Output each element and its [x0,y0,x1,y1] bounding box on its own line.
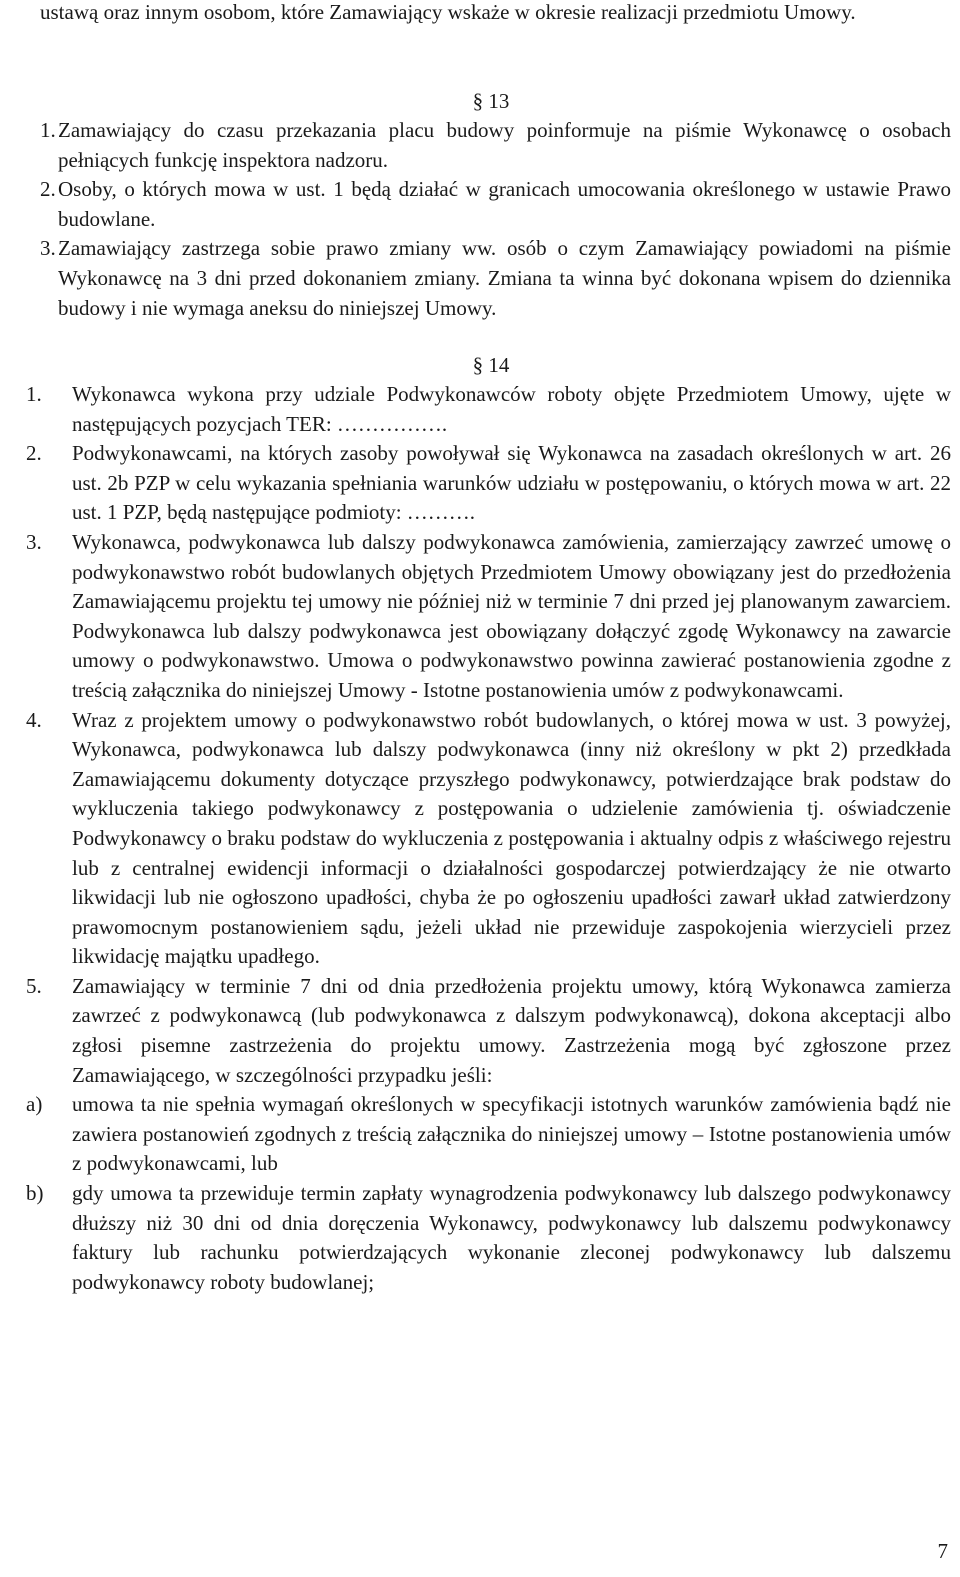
item-text: Zamawiający zastrzega sobie prawo zmiany ww. osób o czym Zamawiający powiadomi na piśmie Wykonawcę na 3 dni przed dokonaniem zmiany. Zmiana ta winna być dokonana wpisem do dziennika budowy i nie wymaga aneksu do niniejszej Umowy. [58,236,951,320]
item-text: Podwykonawcami, na których zasoby powoływał się Wykonawca na zasadach określonych w art. 26 ust. 2b PZP w celu wykazania spełniania warunków udziału w postępowaniu, o których mowa w art. 22 ust. 1 PZP, będą następujące podmioty: ………. [72,441,951,525]
sub-item-letter: b) [26,1181,44,1206]
section-14-heading: § 14 [472,353,510,377]
item-text: Wykonawca wykona przy udziale Podwykonawców roboty objęte Przedmiotem Umowy, ujęte w następujących pozycjach TER: ……………. [72,382,951,436]
list-item [26,528,951,706]
sub-item-text: umowa ta nie spełnia wymagań określonych w specyfikacji istotnych warunków zamówienia bądź nie zawiera postanowień zgodnych z treścią załącznika do niniejszej umowy – Istotne postanowienia umów z podwykonawcami, lub [72,1092,951,1176]
item-number: 5. [26,973,42,998]
list-item [40,234,951,323]
section-13-list [40,116,951,323]
item-text: Wraz z projektem umowy o podwykonawstwo robót budowlanych, o której mowa w ust. 3 powyżej, Wykonawca, podwykonawca lub dalszy podwykonawca (inny niż określony w pkt 2) przedkłada Zamawiającemu dokumenty dotyczące przyszłego podwykonawcy, potwierdzające brak podstaw do wykluczenia takiego podwykonawcy z postępowania o udzielenie zamówienia tj. oświadczenie Podwykonawcy o braku podstaw do wykluczenia z postępowania i aktualny odpis z właściwego rejestru lub z centralnej ewidencji informacji o działalności gospodarczej potwierdzający że nie otwarto likwidacji lub nie ogłoszono upadłości, chyba że po ogłoszeniu upadłości zawarł układ zatwierdzony prawomocnym postanowieniem sądu, jeżeli układ nie przewiduje zaspokojenia wierzycieli przez likwidację majątku upadłego. [72,707,951,969]
item-number: 2. [26,441,42,466]
item-text: Zamawiający do czasu przekazania placu budowy poinformuje na piśmie Wykonawcę o osobach pełniących funkcję inspektora nadzoru. [58,118,951,172]
item-number: 1. [40,118,56,142]
section-14-list [26,380,951,1297]
item-number: 4. [26,707,42,732]
page-number: 7 [937,1539,948,1564]
sub-list-item [26,1179,951,1297]
list-item [40,116,951,175]
sub-item-letter: a) [26,1092,43,1117]
list-item [26,380,951,439]
sub-item-text: gdy umowa ta przewiduje termin zapłaty wynagrodzenia podwykonawcy lub dalszego podwykonawcy dłuższy niż 30 dni od dnia doręczenia Wykonawcy, podwykonawcy lub dalszemu podwykonawcy faktury lub rachunku potwierdzających wykonanie zleconej podwykonawcy lub dalszemu podwykonawcy roboty budowlanej; [72,1181,951,1294]
item-number: 1. [26,382,42,406]
list-item [40,175,951,234]
sub-list-item [26,1090,951,1179]
intro-paragraph: ustawą oraz innym osobom, które Zamawiający wskaże w okresie realizacji przedmiotu Umowy. [40,0,856,24]
item-text: Wykonawca, podwykonawca lub dalszy podwykonawca zamówienia, zamierzający zawrzeć umowę o podwykonawstwo robót budowlanych objętych Przedmiotem Umowy obowiązany jest do przedłożenia Zamawiającemu projektu tej umowy nie później niż w terminie 7 dni przed jej planowanym zawarciem. Podwykonawca lub dalszy podwykonawca jest obowiązany dołączyć zgodę Wykonawcy na zawarcie umowy o podwykonawstwo. Umowa o podwykonawstwo powinna zawierać postanowienia zgodne z treścią załącznika do niniejszej Umowy - Istotne postanowienia umów z podwykonawcami. [72,529,951,702]
section-13-heading: § 13 [472,89,510,113]
list-item [26,439,951,528]
item-number: 3. [40,236,56,261]
item-number: 2. [40,177,56,202]
list-item [26,972,951,1090]
list-item [26,706,951,972]
item-text: Osoby, o których mowa w ust. 1 będą działać w granicach umocowania określonego w ustawie Prawo budowlane. [58,177,951,231]
item-number: 3. [26,529,42,554]
item-text: Zamawiający w terminie 7 dni od dnia przedłożenia projektu umowy, którą Wykonawca zamierza zawrzeć z podwykonawcą (lub podwykonawca z dalszym podwykonawcą), dokona akceptacji albo zgłosi pisemne zastrzeżenia do projektu umowy. Zastrzeżenia mogą być zgłoszone przez Zamawiającego, w szczególności przypadku jeśli: [72,973,951,1087]
